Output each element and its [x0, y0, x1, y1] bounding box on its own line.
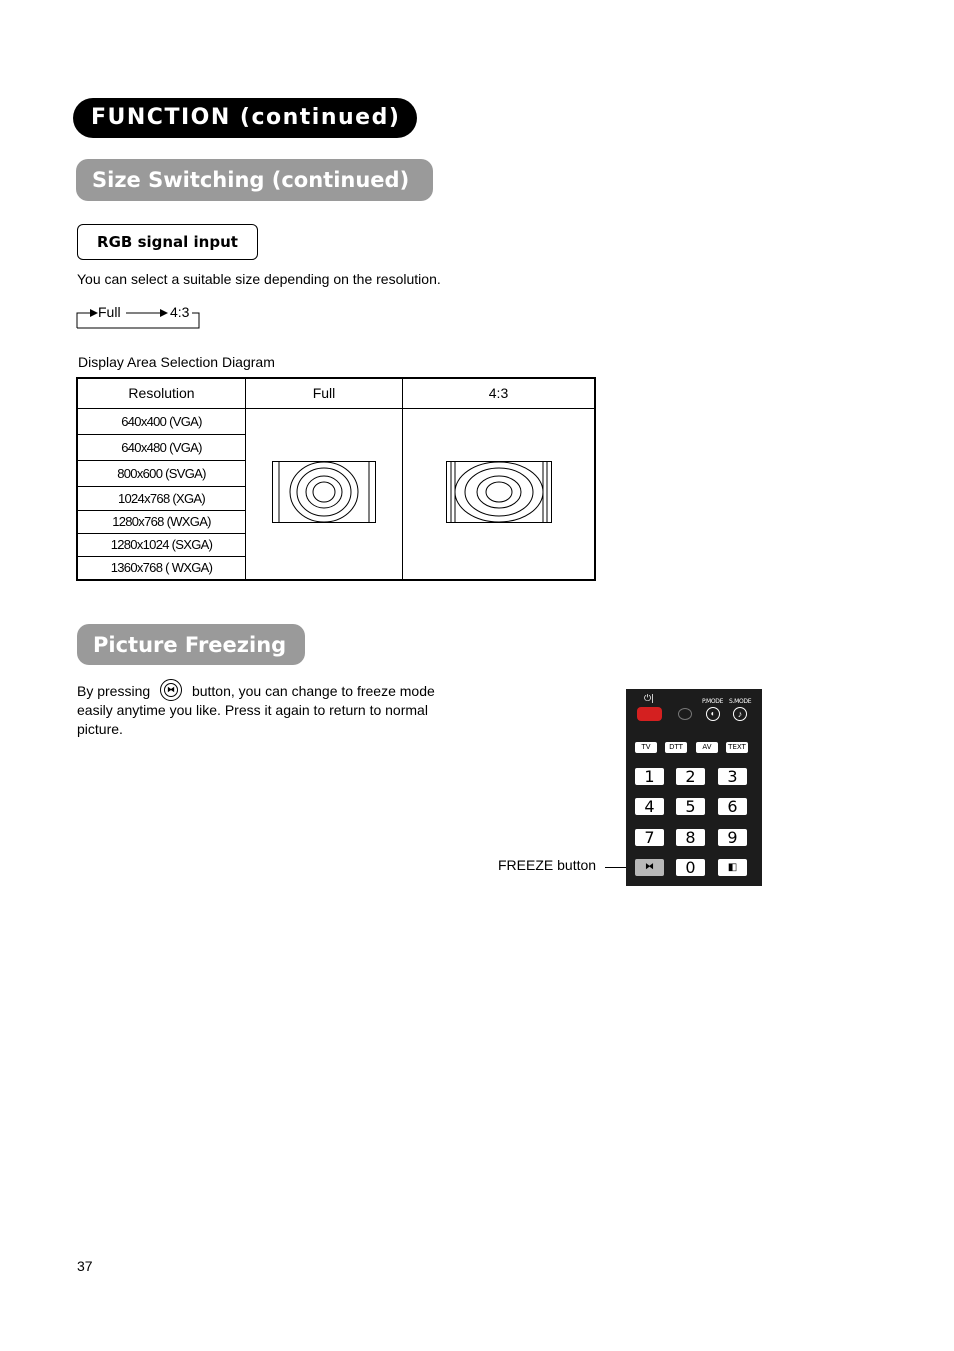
freeze-icon: ⧓: [160, 679, 182, 701]
subtitle-icon[interactable]: [678, 708, 692, 720]
swap-icon[interactable]: ◧: [718, 859, 747, 876]
picture-mode-icon[interactable]: ◐: [706, 707, 720, 721]
freeze-text-start: By pressing: [77, 683, 151, 699]
ratio-screen-illustration: [446, 461, 552, 523]
ratio-diagram-cell: [403, 408, 596, 580]
full-diagram-cell: [246, 408, 403, 580]
diagram-caption: Display Area Selection Diagram: [78, 354, 275, 370]
freeze-description: [77, 682, 457, 739]
freeze-button-callout: FREEZE button: [498, 857, 597, 873]
rgb-signal-input-label: RGB signal input: [77, 224, 258, 260]
table-row: 800x600 (SVGA): [77, 460, 246, 486]
freeze-text-rest: button, you can change to freeze mode: [191, 683, 435, 699]
page-section-title: FUNCTION (continued): [73, 98, 417, 138]
number-button-3[interactable]: 3: [718, 768, 747, 785]
size-description: You can select a suitable size depending on the resolution.: [77, 271, 441, 287]
table-row: 1360x768 ( WXGA): [77, 556, 246, 580]
number-button-7[interactable]: 7: [635, 829, 664, 846]
number-button-1[interactable]: 1: [635, 768, 664, 785]
number-button-5[interactable]: 5: [676, 798, 705, 815]
full-screen-illustration: [272, 461, 376, 523]
picture-freezing-title: Picture Freezing: [77, 624, 305, 665]
text-button[interactable]: TEXT: [726, 742, 748, 753]
av-button[interactable]: AV: [696, 742, 718, 753]
table-row: 640x400 (VGA): [77, 408, 246, 434]
freeze-button[interactable]: ⧓: [635, 859, 664, 876]
size-switching-title: Size Switching (continued): [76, 159, 433, 201]
table-header-full: Full: [246, 378, 403, 408]
dtt-button[interactable]: DTT: [665, 742, 687, 753]
number-button-0[interactable]: 0: [676, 859, 705, 876]
table-row: 640x480 (VGA): [77, 434, 246, 460]
freeze-text-line3: picture.: [77, 721, 123, 738]
smode-label: S.MODE: [729, 698, 752, 705]
number-button-8[interactable]: 8: [676, 829, 705, 846]
table-header-ratio: 4:3: [403, 378, 596, 408]
table-header-resolution: Resolution: [77, 378, 246, 408]
number-button-6[interactable]: 6: [718, 798, 747, 815]
number-button-2[interactable]: 2: [676, 768, 705, 785]
page-number: 37: [77, 1258, 93, 1274]
cycle-ratio-label: 4:3: [170, 304, 190, 320]
number-button-9[interactable]: 9: [718, 829, 747, 846]
number-button-4[interactable]: 4: [635, 798, 664, 815]
display-area-table: [76, 377, 596, 581]
freeze-text-line2: easily anytime you like. Press it again to return to normal: [77, 702, 428, 719]
table-row: 1024x768 (XGA): [77, 486, 246, 510]
pmode-label: P.MODE: [702, 698, 724, 705]
table-row: 1280x768 (WXGA): [77, 510, 246, 533]
tv-button[interactable]: TV: [635, 742, 657, 753]
cycle-full-label: Full: [98, 304, 121, 320]
power-symbol-icon: ⏻|: [644, 694, 654, 704]
sound-mode-icon[interactable]: ♪: [733, 707, 747, 721]
power-button[interactable]: [637, 707, 662, 721]
table-row: 1280x1024 (SXGA): [77, 533, 246, 556]
size-cycle-diagram: [76, 302, 206, 332]
remote-control: [626, 689, 762, 886]
